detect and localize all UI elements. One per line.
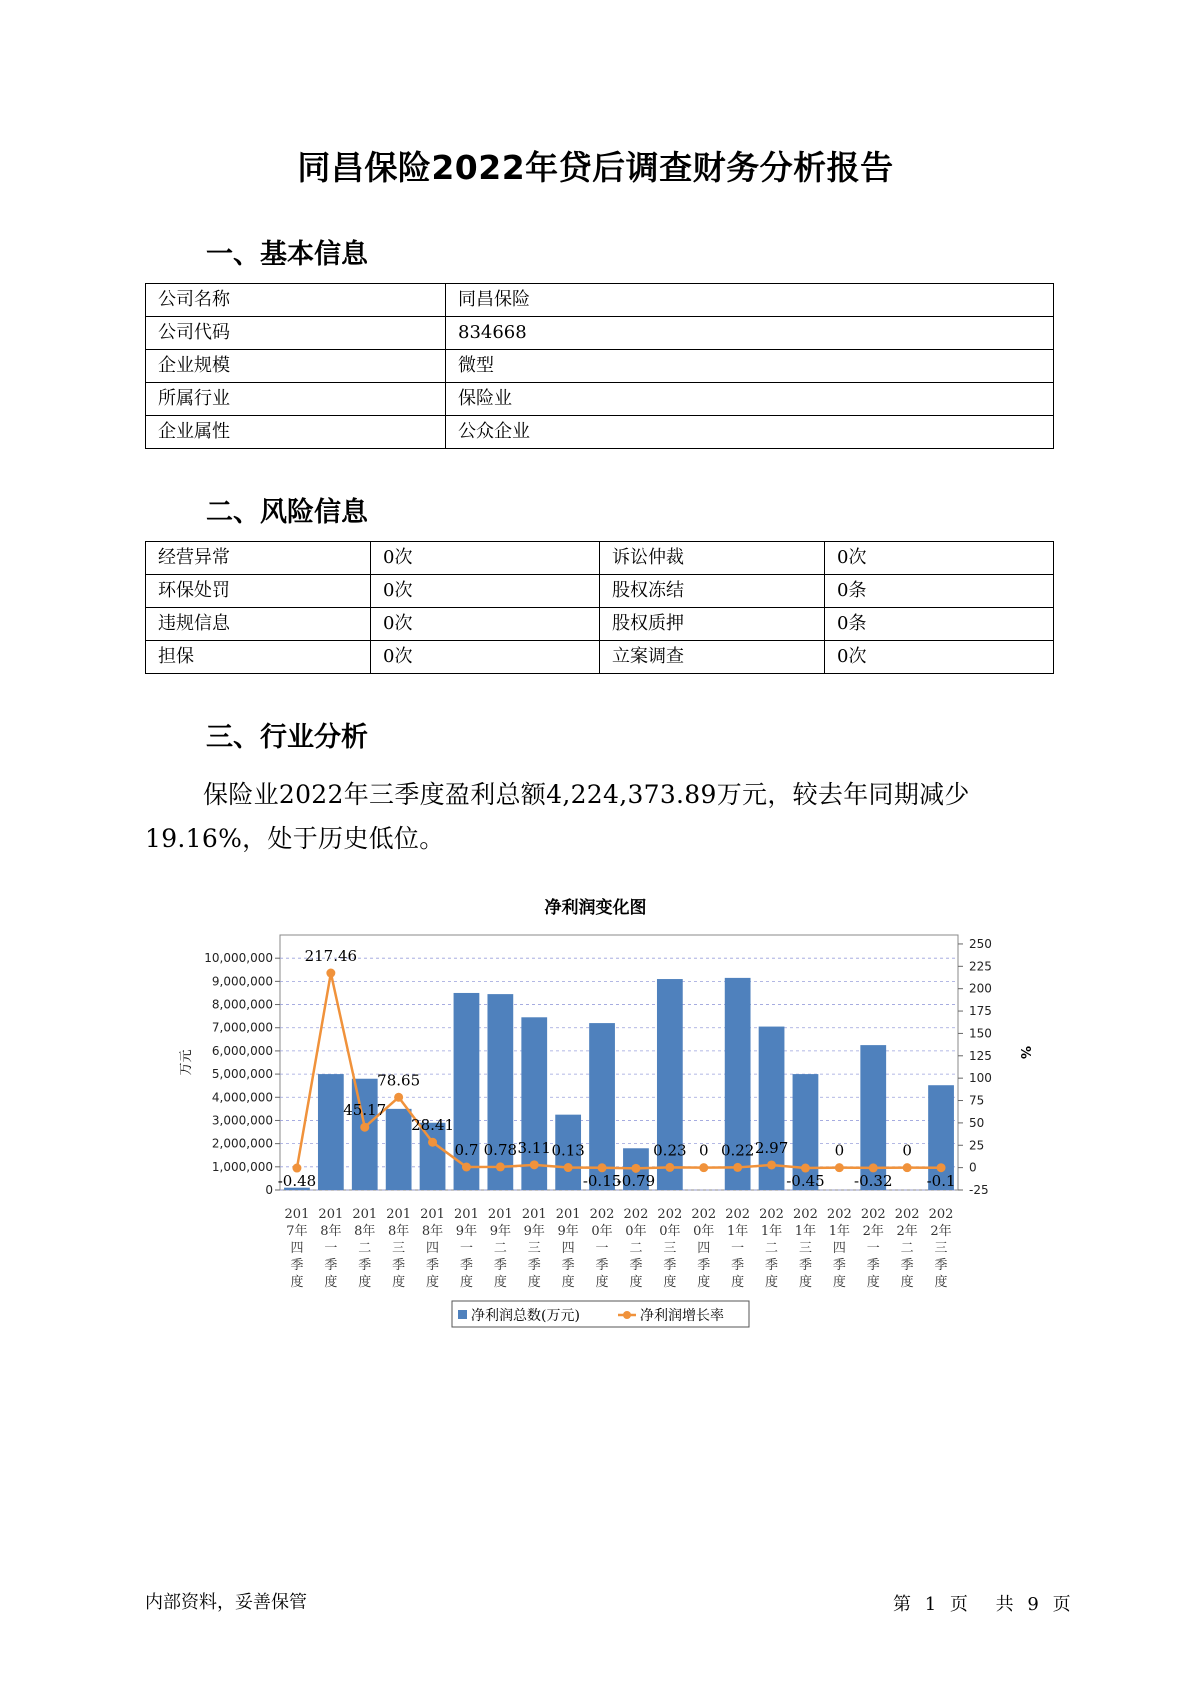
x-axis-tick-label: 201	[352, 1207, 378, 1222]
right-axis-tick-label: 0	[969, 1160, 977, 1175]
table-row	[146, 350, 1054, 383]
left-axis-tick-label: 7,000,000	[211, 1020, 273, 1035]
x-axis-tick-label: 201	[454, 1207, 479, 1222]
table-value: 0条	[825, 575, 1054, 608]
x-axis-tick-label: 度	[934, 1275, 948, 1290]
table-row	[146, 284, 1054, 317]
data-label: -0.32	[854, 1172, 893, 1190]
x-axis-tick-label: 季	[459, 1258, 473, 1273]
x-axis-tick-label: 度	[290, 1275, 304, 1290]
table-row	[146, 317, 1054, 350]
x-axis-tick-label: 二	[358, 1241, 372, 1256]
x-axis-tick-label: 季	[934, 1258, 948, 1273]
left-axis-tick-label: 9,000,000	[211, 974, 273, 989]
page-unit: 页	[949, 1594, 968, 1615]
growth-rate-point	[598, 1163, 607, 1172]
x-axis-tick-label: 一	[324, 1241, 338, 1256]
section-heading-risk-info: 二、风险信息	[206, 497, 368, 528]
x-axis-tick-label: 201	[318, 1207, 344, 1222]
x-axis-tick-label: 201	[555, 1207, 581, 1222]
table-value: 0次	[371, 641, 600, 674]
data-label: 217.46	[304, 947, 358, 966]
table-value: 0次	[371, 542, 600, 575]
table-label: 违规信息	[146, 608, 371, 641]
x-axis-tick-label: 季	[866, 1258, 880, 1273]
x-axis-tick-label: 度	[765, 1275, 779, 1290]
x-axis-tick-label: 201	[284, 1207, 310, 1222]
x-axis-tick-label: 季	[832, 1258, 846, 1273]
data-label: 0.22	[720, 1141, 755, 1160]
right-axis-tick-label: 100	[969, 1071, 992, 1086]
x-axis-tick-label: 季	[629, 1258, 643, 1273]
x-axis-tick-label: 度	[527, 1275, 541, 1290]
x-axis-tick-label: 202	[725, 1207, 751, 1222]
x-axis-tick-label: 度	[900, 1275, 914, 1290]
growth-rate-point	[360, 1123, 369, 1132]
total-unit: 页	[1052, 1594, 1071, 1615]
total-prefix: 共	[995, 1594, 1014, 1615]
x-axis-tick-label: 四	[832, 1241, 846, 1256]
x-axis-tick-label: 0年	[659, 1224, 681, 1239]
x-axis-tick-label: 季	[561, 1258, 575, 1273]
table-row	[146, 608, 1054, 641]
legend-line-marker	[623, 1311, 631, 1319]
table-value: 0条	[825, 608, 1054, 641]
growth-rate-point	[428, 1138, 437, 1147]
x-axis-tick-label: 季	[426, 1258, 440, 1273]
table-label: 企业属性	[146, 416, 446, 449]
table-value: 保险业	[446, 383, 1054, 416]
table-label: 股权冻结	[600, 575, 825, 608]
data-label: 0.13	[551, 1141, 585, 1160]
x-axis-tick-label: 9年	[523, 1224, 545, 1239]
x-axis-tick-label: 度	[358, 1275, 372, 1290]
growth-rate-point	[903, 1163, 912, 1172]
x-axis-tick-label: 度	[561, 1275, 575, 1290]
x-axis-tick-label: 202	[589, 1207, 615, 1222]
growth-rate-point	[937, 1163, 946, 1172]
table-label: 公司名称	[146, 284, 446, 317]
growth-rate-point	[394, 1093, 403, 1102]
right-axis-tick-label: 50	[969, 1115, 985, 1130]
data-label: 0.78	[483, 1140, 518, 1159]
growth-rate-point	[564, 1163, 573, 1172]
right-axis-tick-label: 250	[969, 936, 992, 951]
x-axis-tick-label: 2年	[930, 1224, 952, 1239]
table-label: 担保	[146, 641, 371, 674]
risk-info-table	[145, 541, 1054, 674]
x-axis-tick-label: 8年	[388, 1224, 410, 1239]
data-label: -0.1	[926, 1172, 956, 1190]
x-axis-tick-label: 1年	[760, 1224, 783, 1239]
data-label: 78.65	[377, 1071, 421, 1090]
left-axis-tick-label: 0	[265, 1183, 273, 1197]
x-axis-tick-label: 四	[697, 1241, 711, 1256]
data-label: 0	[698, 1141, 709, 1160]
x-axis-tick-label: 季	[731, 1258, 745, 1273]
table-label: 诉讼仲裁	[600, 542, 825, 575]
table-value: 微型	[446, 350, 1054, 383]
x-axis-tick-label: 201	[521, 1207, 547, 1222]
legend-line-label: 净利润增长率	[640, 1308, 724, 1324]
right-axis-tick-label: 225	[969, 959, 992, 974]
x-axis-tick-label: 一	[866, 1241, 880, 1256]
x-axis-tick-label: 季	[527, 1258, 541, 1273]
data-label: 28.41	[411, 1116, 455, 1135]
table-value: 834668	[446, 317, 1054, 350]
x-axis-tick-label: 度	[866, 1275, 880, 1290]
table-value: 同昌保险	[446, 284, 1054, 317]
data-label: -0.15	[582, 1172, 622, 1190]
x-axis-tick-label: 8年	[354, 1224, 376, 1239]
left-axis-tick-label: 4,000,000	[211, 1090, 273, 1105]
left-axis-tick-label: 1,000,000	[211, 1159, 273, 1174]
document-title: 同昌保险2022年贷后调查财务分析报告	[297, 148, 894, 187]
total-num: 9	[1027, 1594, 1039, 1615]
data-label: -0.79	[616, 1172, 656, 1190]
x-axis-tick-label: 季	[900, 1258, 914, 1273]
bar	[318, 1074, 344, 1190]
x-axis-tick-label: 二	[765, 1241, 779, 1256]
left-axis-tick-label: 8,000,000	[211, 997, 273, 1012]
growth-rate-point	[496, 1162, 505, 1171]
x-axis-tick-label: 度	[459, 1275, 473, 1290]
x-axis-tick-label: 三	[934, 1241, 948, 1256]
table-label: 立案调查	[600, 641, 825, 674]
legend-bar-swatch	[458, 1310, 467, 1319]
data-label: -0.48	[277, 1172, 317, 1190]
right-axis-tick-label: 175	[969, 1004, 992, 1019]
x-axis-tick-label: 一	[595, 1241, 609, 1256]
section-heading-industry-analysis: 三、行业分析	[206, 722, 368, 753]
x-axis-tick-label: 202	[894, 1207, 920, 1222]
x-axis-tick-label: 一	[459, 1241, 473, 1256]
x-axis-tick-label: 201	[487, 1207, 513, 1222]
x-axis-tick-label: 季	[358, 1258, 372, 1273]
x-axis-tick-label: 三	[527, 1241, 541, 1256]
growth-rate-point	[835, 1163, 844, 1172]
chart-title: 净利润变化图	[544, 898, 647, 918]
table-value: 0次	[371, 575, 600, 608]
x-axis-tick-label: 2年	[862, 1224, 884, 1239]
growth-rate-point	[665, 1163, 674, 1172]
x-axis-tick-label: 201	[386, 1207, 412, 1222]
x-axis-tick-label: 度	[731, 1275, 745, 1290]
x-axis-tick-label: 度	[629, 1275, 643, 1290]
x-axis-tick-label: 9年	[455, 1224, 478, 1239]
table-row	[146, 641, 1054, 674]
growth-rate-point	[462, 1163, 471, 1172]
x-axis-tick-label: 0年	[693, 1224, 715, 1239]
x-axis-tick-label: 季	[798, 1258, 812, 1273]
bar	[386, 1109, 412, 1190]
x-axis-tick-label: 202	[860, 1207, 886, 1222]
x-axis-tick-label: 二	[629, 1241, 643, 1256]
right-axis-tick-label: 125	[969, 1048, 992, 1063]
bar	[352, 1079, 378, 1190]
table-label: 经营异常	[146, 542, 371, 575]
right-axis-title: %	[1017, 1045, 1032, 1060]
data-label: 0	[902, 1141, 912, 1160]
left-axis-tick-label: 2,000,000	[211, 1136, 273, 1151]
right-axis-tick-label: 200	[969, 981, 992, 996]
x-axis-tick-label: 1年	[794, 1224, 817, 1239]
x-axis-tick-label: 度	[832, 1275, 846, 1290]
x-axis-tick-label: 9年	[557, 1224, 579, 1239]
x-axis-tick-label: 一	[731, 1241, 745, 1256]
x-axis-tick-label: 度	[324, 1275, 338, 1290]
x-axis-tick-label: 0年	[591, 1224, 613, 1239]
x-axis-tick-label: 二	[900, 1241, 914, 1256]
growth-rate-point	[699, 1163, 708, 1172]
x-axis-tick-label: 度	[493, 1275, 507, 1290]
x-axis-tick-label: 0年	[625, 1224, 647, 1239]
x-axis-tick-label: 1年	[828, 1224, 850, 1239]
table-value: 0次	[825, 542, 1054, 575]
x-axis-tick-label: 四	[290, 1241, 304, 1256]
data-label: 2.97	[754, 1138, 789, 1157]
data-label: 45.17	[343, 1101, 387, 1120]
x-axis-tick-label: 季	[697, 1258, 711, 1273]
data-label: 3.11	[517, 1138, 551, 1157]
x-axis-tick-label: 季	[663, 1258, 677, 1273]
x-axis-tick-label: 四	[561, 1241, 575, 1256]
right-axis-tick-label: 150	[969, 1026, 992, 1041]
x-axis-tick-label: 四	[426, 1241, 440, 1256]
table-row	[146, 542, 1054, 575]
x-axis-tick-label: 2年	[896, 1224, 918, 1239]
x-axis-tick-label: 三	[798, 1241, 812, 1256]
industry-analysis-paragraph: 保险业2022年三季度盈利总额4,224,373.89万元，较去年同期减少19.16%，处于历史低位。	[145, 780, 970, 853]
left-axis-tick-label: 10,000,000	[204, 951, 273, 966]
x-axis-tick-label: 度	[392, 1275, 406, 1290]
table-value: 0次	[371, 608, 600, 641]
left-axis-tick-label: 6,000,000	[211, 1043, 273, 1058]
growth-rate-point	[530, 1160, 539, 1169]
table-label: 公司代码	[146, 317, 446, 350]
right-axis-tick-label: 75	[969, 1093, 985, 1108]
data-label: 0.23	[653, 1141, 687, 1160]
table-label: 股权质押	[600, 608, 825, 641]
page-prefix: 第	[893, 1594, 911, 1615]
left-axis-title: 万元	[179, 1049, 194, 1076]
x-axis-tick-label: 度	[663, 1275, 677, 1290]
page-num: 1	[924, 1594, 937, 1615]
table-row	[146, 383, 1054, 416]
x-axis-tick-label: 202	[623, 1207, 649, 1222]
table-value: 0次	[825, 641, 1054, 674]
x-axis-tick-label: 9年	[489, 1224, 511, 1239]
table-row	[146, 416, 1054, 449]
x-axis-tick-label: 度	[595, 1275, 609, 1290]
net-profit-chart	[170, 920, 1030, 1350]
table-label: 企业规模	[146, 350, 446, 383]
data-label: 0	[834, 1141, 845, 1160]
x-axis-tick-label: 202	[657, 1207, 683, 1222]
x-axis-tick-label: 201	[420, 1207, 445, 1222]
table-row	[146, 575, 1054, 608]
growth-rate-point	[767, 1160, 776, 1169]
table-label: 环保处罚	[146, 575, 371, 608]
x-axis-tick-label: 202	[793, 1207, 818, 1222]
section-heading-basic-info: 一、基本信息	[206, 239, 368, 270]
x-axis-tick-label: 三	[392, 1241, 406, 1256]
x-axis-tick-label: 8年	[320, 1224, 342, 1239]
x-axis-tick-label: 季	[493, 1258, 507, 1273]
x-axis-tick-label: 7年	[286, 1224, 308, 1239]
x-axis-tick-label: 202	[691, 1207, 717, 1222]
x-axis-tick-label: 季	[765, 1258, 779, 1273]
x-axis-tick-label: 度	[426, 1275, 440, 1290]
basic-info-table	[145, 283, 1054, 449]
legend-bar-label: 净利润总数(万元)	[471, 1308, 580, 1324]
growth-rate-point	[326, 969, 335, 978]
x-axis-tick-label: 季	[290, 1258, 304, 1273]
right-axis-tick-label: 25	[969, 1138, 985, 1153]
left-axis-tick-label: 5,000,000	[211, 1067, 273, 1082]
x-axis-tick-label: 度	[697, 1275, 711, 1290]
x-axis-tick-label: 季	[324, 1258, 338, 1273]
x-axis-tick-label: 季	[392, 1258, 406, 1273]
x-axis-tick-label: 度	[798, 1275, 812, 1290]
footer-confidential-note: 内部资料，妥善保管	[145, 1592, 307, 1613]
x-axis-tick-label: 1年	[727, 1224, 749, 1239]
growth-rate-point	[733, 1163, 742, 1172]
right-axis-tick-label: -25	[969, 1183, 989, 1197]
left-axis-tick-label: 3,000,000	[211, 1113, 273, 1128]
data-label: -0.45	[786, 1172, 825, 1190]
x-axis-tick-label: 202	[928, 1207, 954, 1222]
x-axis-tick-label: 8年	[421, 1224, 444, 1239]
bar	[487, 994, 513, 1190]
x-axis-tick-label: 202	[759, 1207, 784, 1222]
data-label: 0.7	[454, 1141, 479, 1160]
x-axis-tick-label: 三	[663, 1241, 677, 1256]
x-axis-tick-label: 季	[595, 1258, 609, 1273]
table-label: 所属行业	[146, 383, 446, 416]
page-number	[893, 1590, 1071, 1616]
x-axis-tick-label: 202	[826, 1207, 852, 1222]
table-value: 公众企业	[446, 416, 1054, 449]
plot-area	[277, 935, 958, 1190]
x-axis-tick-label: 二	[493, 1241, 507, 1256]
